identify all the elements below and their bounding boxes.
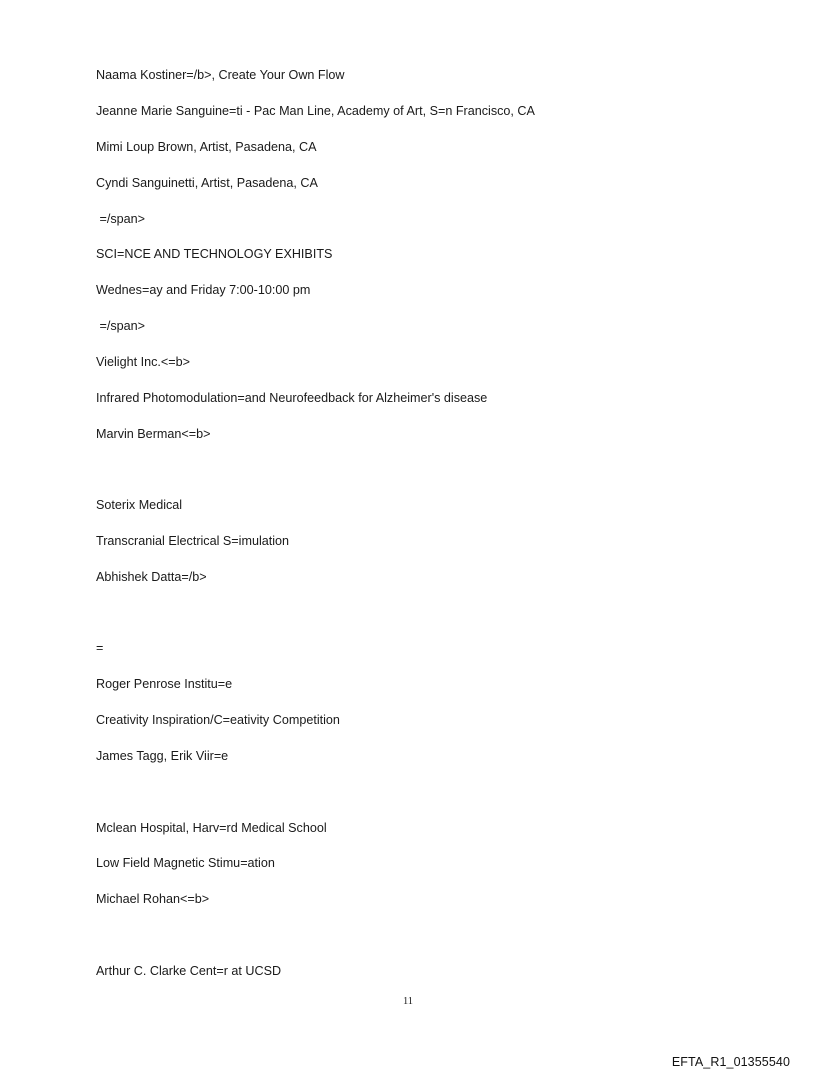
text-line: Abhishek Datta=/b> bbox=[96, 570, 207, 584]
text-line: = bbox=[96, 641, 104, 655]
document-id: EFTA_R1_01355540 bbox=[671, 1055, 790, 1069]
page-number: 11 bbox=[402, 996, 414, 1007]
text-line: Vielight Inc.<=b> bbox=[96, 355, 190, 369]
text-line: =/span> bbox=[96, 319, 146, 333]
text-line: Arthur C. Clarke Cent=r at UCSD bbox=[96, 964, 282, 978]
text-line: Jeanne Marie Sanguine=ti - Pac Man Line, Academy of Art, S=n Francisco, CA bbox=[96, 104, 535, 118]
text-line: Naama Kostiner=/b>, Create Your Own Flow bbox=[96, 68, 345, 82]
text-line: Creativity Inspiration/C=eativity Competition bbox=[96, 713, 340, 727]
text-line: Roger Penrose Institu=e bbox=[96, 677, 233, 691]
text-line: =/span> bbox=[96, 212, 146, 226]
text-line: Wednes=ay and Friday 7:00-10:00 pm bbox=[96, 283, 311, 297]
text-line: Transcranial Electrical S=imulation bbox=[96, 534, 290, 548]
section-heading: SCI=NCE AND TECHNOLOGY EXHIBITS bbox=[96, 247, 333, 261]
text-line: Cyndi Sanguinetti, Artist, Pasadena, CA bbox=[96, 176, 318, 190]
text-line: Marvin Berman<=b> bbox=[96, 427, 211, 441]
text-line: Low Field Magnetic Stimu=ation bbox=[96, 856, 275, 870]
text-line: James Tagg, Erik Viir=e bbox=[96, 749, 229, 763]
text-line: Mimi Loup Brown, Artist, Pasadena, CA bbox=[96, 140, 317, 154]
text-line: Infrared Photomodulation=and Neurofeedback for Alzheimer's disease bbox=[96, 391, 488, 405]
text-line: Soterix Medical bbox=[96, 498, 183, 512]
text-line: Michael Rohan<=b> bbox=[96, 892, 210, 906]
text-line: Mclean Hospital, Harv=rd Medical School bbox=[96, 821, 327, 835]
